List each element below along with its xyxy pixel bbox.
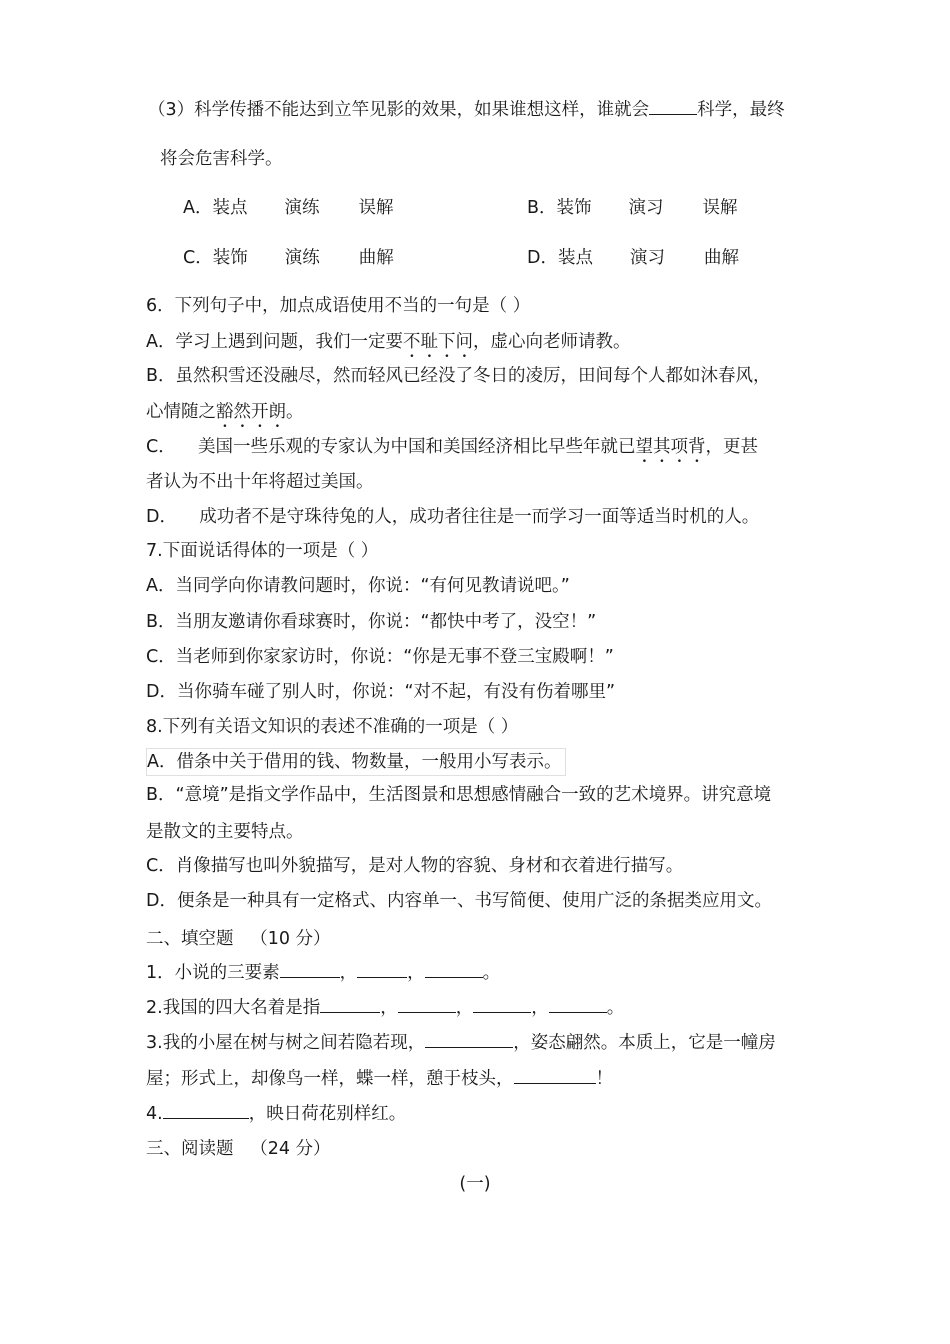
q8-option-c: C．肖像描写也叫外貌描写，是对人物的容貌、身材和衣着进行描写。 [146, 856, 684, 876]
q6-option-c-line2: 者认为不出十年将超过美国。 [146, 472, 374, 492]
q7-stem: 7.下面说话得体的一项是（ ） [146, 541, 379, 561]
fill-blank[interactable] [398, 997, 456, 1013]
q6-option-b-line1: B．虽然积雪还没融尽，然而轻风已经没了冬日的凌厉，田间每个人都如沐春风， [146, 366, 771, 386]
passage-number: (一) [459, 1174, 491, 1194]
fill-blank[interactable] [549, 997, 607, 1013]
q6-option-c-line1: C． 美国一些乐观的专家认为中国和美国经济相比早些年就已望其项背，更甚 [146, 437, 758, 457]
q8-stem: 8.下列有关语文知识的表述不准确的一项是（ ） [146, 717, 519, 737]
q6-option-b-line2: 心情随之豁然开朗。 [146, 402, 304, 422]
q7-option-c: C．当老师到你家家访时，你说：“你是无事不登三宝殿啊！” [146, 647, 614, 667]
q5-3-line1 [148, 99, 785, 121]
fill-blank[interactable] [425, 962, 483, 978]
q5-3-text-post: 科学，最终 [697, 100, 785, 120]
q8-option-d: D．便条是一种具有一定格式、内容单一、书写简便、使用广泛的条据类应用文。 [146, 891, 772, 911]
fill-blank[interactable] [425, 1032, 513, 1048]
q5-option-a: A．装点 演练 误解 [183, 198, 394, 218]
section-3-title: 三、阅读题 （24 分） [146, 1139, 331, 1159]
q5-3-text-pre: （3）科学传播不能达到立竿见影的效果，如果谁想这样，谁就会 [148, 100, 650, 120]
dotted-idiom: 不耻下问 [402, 332, 473, 352]
fill-blank[interactable] [163, 1103, 249, 1119]
fill-blank[interactable] [514, 1068, 596, 1084]
fill-q1: 1．小说的三要素 ， ， 。 [146, 963, 501, 983]
q7-option-d: D．当你骑车碰了别人时，你说：“对不起，有没有伤着哪里” [146, 682, 616, 702]
fill-q4: 4. ，映日荷花别样红。 [146, 1104, 407, 1124]
q5-option-c: C．装饰 演练 曲解 [183, 248, 394, 268]
q5-option-b: B．装饰 演习 误解 [527, 198, 738, 218]
fill-blank[interactable] [320, 997, 380, 1013]
q6-option-a: A．学习上遇到问题，我们一定要不耻下问，虚心向老师请教。 [146, 332, 631, 352]
q6-stem: 6．下列句子中，加点成语使用不当的一句是（ ） [146, 296, 531, 316]
dotted-idiom: 望其项背 [635, 437, 706, 457]
q7-option-a: A．当同学向你请教问题时，你说：“有何见教请说吧。” [146, 576, 570, 596]
fill-blank[interactable] [649, 99, 697, 115]
q6-option-d: D． 成功者不是守珠待兔的人，成功者往往是一而学习一面等适当时机的人。 [146, 507, 760, 527]
dotted-idiom: 豁然开朗 [216, 402, 286, 422]
fill-blank[interactable] [473, 997, 531, 1013]
section-2-title: 二、填空题 （10 分） [146, 929, 331, 949]
fill-q3-line1: 3.我的小屋在树与树之间若隐若现， ，姿态翩然。本质上，它是一幢房 [146, 1033, 776, 1053]
fill-q2: 2.我国的四大名着是指 ， ， ， 。 [146, 998, 625, 1018]
fill-q3-line2: 屋；形式上，却像鸟一样，蝶一样，憩于枝头， ！ [146, 1069, 613, 1089]
q7-option-b: B．当朋友邀请你看球赛时，你说：“都快中考了，没空！” [146, 612, 597, 632]
fill-blank[interactable] [357, 962, 407, 978]
q5-3-line2: 将会危害科学。 [160, 149, 283, 169]
q8-option-b-line2: 是散文的主要特点。 [146, 822, 304, 842]
q8-option-a: A．借条中关于借用的钱、物数量，一般用小写表示。 [146, 748, 566, 776]
q8-option-b-line1: B．“意境”是指文学作品中，生活图景和思想感情融合一致的艺术境界。讲究意境 [146, 785, 772, 805]
q5-option-d: D．装点 演习 曲解 [527, 248, 739, 268]
fill-blank[interactable] [280, 962, 340, 978]
